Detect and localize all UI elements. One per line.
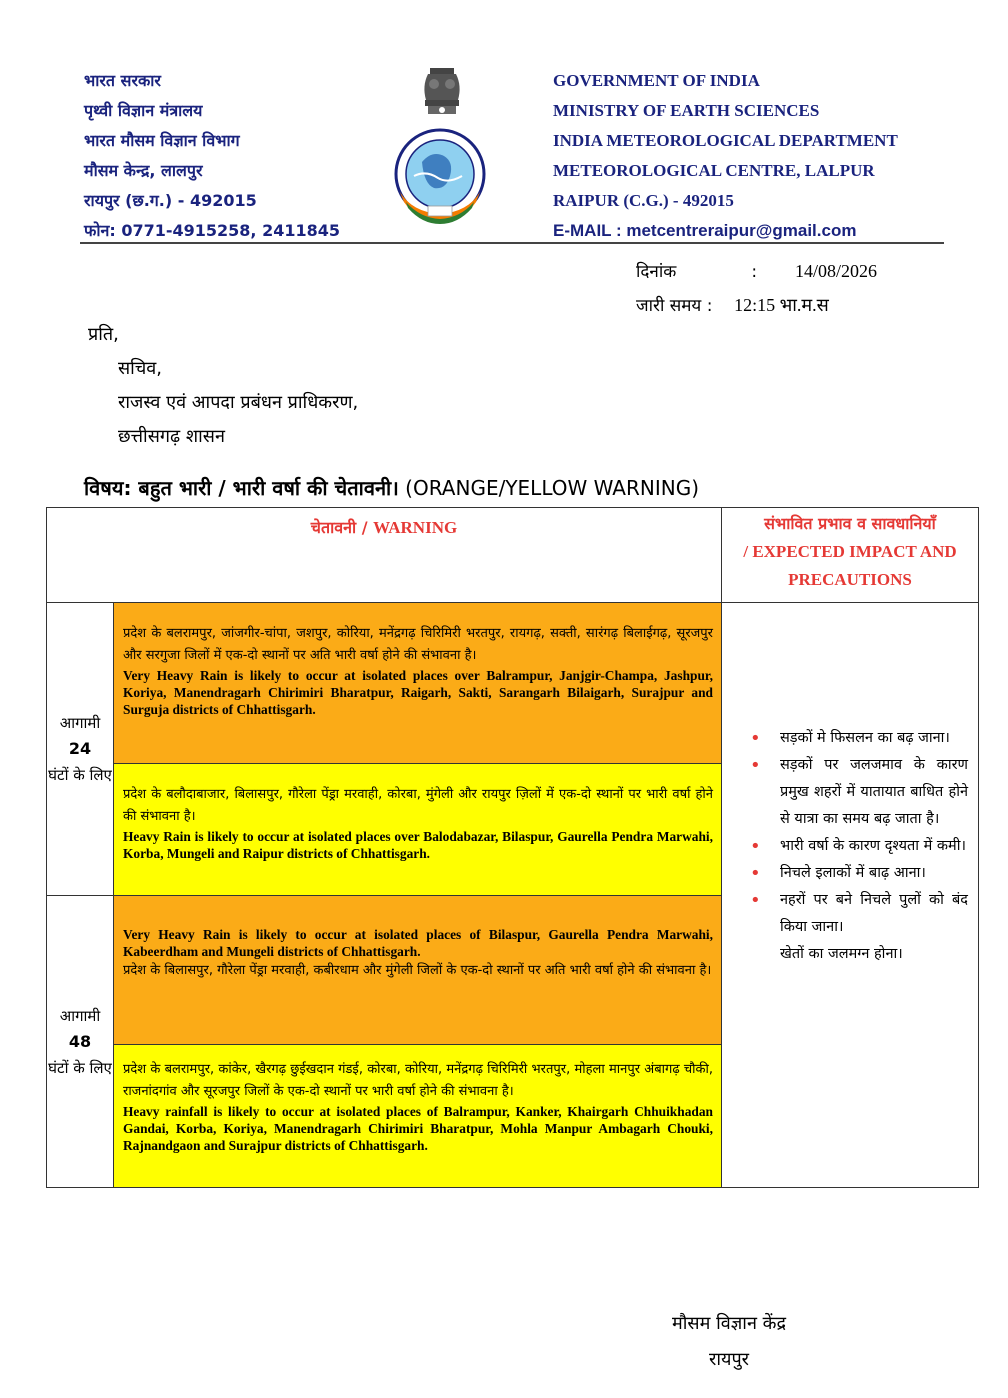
issue-time: 12:15 भा.म.स (734, 295, 829, 315)
header-en-line: METEOROLOGICAL CENTRE, LALPUR (553, 161, 875, 180)
date-separator: : (751, 262, 758, 282)
subject-line (84, 474, 699, 501)
warning-text-hi: प्रदेश के बलरामपुर, जांजगीर-चांपा, जशपुर, कोरिया, मनेंद्रगढ़ चिरिमिरी भरतपुर, रायगढ़, सक्ती, सारंगढ़ बिलाईगढ़, सूरजपुर और सरगुजा जिलों में एक-दो स्थानों पर अति भारी वर्षा होने की संभावना है। (123, 626, 713, 663)
signature-block (672, 1306, 786, 1378)
period-48h (47, 896, 114, 1188)
period-pre: आगामी (59, 1006, 101, 1025)
warning-text-en: Very Heavy Rain is likely to occur at isolated places of Bilaspur, Gaurella Pendra Marwahi, Kabeerdham and Mungeli districts of Chhattisgarh. (123, 927, 713, 959)
warning-text-hi: प्रदेश के बलरामपुर, कांकेर, खैरगढ़ छुईखदान गंडई, कोरबा, कोरिया, मनेंद्रगढ़ चिरिमिरी भरतपुर, मोहला मानपुर अंबागढ़ चौकी, राजनांदगांव और सूरजपुर जिलों के एक-दो स्थानों पर भारी वर्षा होने की संभावना है। (123, 1062, 713, 1099)
header-divider (80, 242, 944, 244)
date-label: दिनांक (636, 262, 677, 282)
warning-cell-yellow (114, 1045, 722, 1188)
header-english (553, 66, 898, 246)
address-line: सचिव, (118, 358, 162, 379)
header-hi-line: पृथ्वी विज्ञान मंत्रालय (84, 101, 203, 120)
period-pre: आगामी (59, 714, 101, 732)
period-24h (47, 603, 114, 896)
period-hours: 48 (68, 1031, 92, 1051)
time-separator: : (706, 296, 713, 316)
impact-item: • सड़कों पर जलजमाव के कारण प्रमुख शहरों में यातायात बाधित होने से यात्रा का समय बढ़ जाता है। (750, 752, 968, 833)
issue-time-row (636, 290, 877, 324)
recipient-address (88, 318, 358, 454)
issue-meta (636, 256, 877, 324)
address-line: राजस्व एवं आपदा प्रबंधन प्राधिकरण, (118, 392, 359, 413)
address-to: प्रति, (88, 324, 119, 345)
warning-cell-orange (114, 896, 722, 1045)
warning-header-en: WARNING (373, 518, 458, 537)
warning-table (46, 507, 979, 1188)
warning-text-hi: प्रदेश के बलौदाबाजार, बिलासपुर, गौरेला पेंड्रा मरवाही, कोरबा, मुंगेली और रायपुर ज़िलों में एक-दो स्थानों पर भारी वर्षा होने की संभावना है। (123, 787, 713, 824)
impact-list (750, 725, 968, 968)
imd-emblem-icon (392, 66, 492, 226)
warning-header (47, 508, 722, 603)
header-en-line: INDIA METEOROLOGICAL DEPARTMENT (553, 131, 898, 150)
issue-date-row (636, 256, 877, 290)
issue-date: 14/08/2026 (794, 261, 877, 281)
warning-cell-orange (114, 603, 722, 764)
header-en-line: GOVERNMENT OF INDIA (553, 71, 760, 90)
period-post: घंटों के लिए (48, 766, 112, 784)
address-line: छत्तीसगढ़ शासन (118, 426, 225, 447)
warning-text-en: Very Heavy Rain is likely to occur at isolated places over Balrampur, Janjgir-Champa, Jashpur, Koriya, Manendragarh Chirimiri Bharatpur, Raigarh, Sakti, Sarangarh Bilaigarh, Surajpur and Surguja districts of Chhattisgarh. (123, 668, 713, 717)
impact-item: • नहरों पर बने निचले पुलों को बंद किया जाना। (750, 887, 968, 941)
period-post: घंटों के लिए (48, 1058, 112, 1077)
header-hi-line: मौसम केन्द्र, लालपुर (84, 161, 203, 180)
impact-cell (722, 603, 979, 1188)
subject-hindi: विषय: बहुत भारी / भारी वर्षा की चेतावनी। (84, 476, 399, 500)
impact-item: • भारी वर्षा के कारण दृश्यता में कमी। (750, 833, 968, 860)
impact-item: • सड़कों मे फिसलन का बढ़ जाना। (750, 725, 968, 752)
warning-text-hi: प्रदेश के बिलासपुर, गौरेला पेंड्रा मरवाही, कबीरधाम और मुंगेली जिलों के एक-दो स्थानों पर अति भारी वर्षा होने की संभावना है। (123, 963, 712, 978)
header-hindi (84, 66, 340, 246)
impact-header-hi: संभावित प्रभाव व सावधानियाँ (764, 514, 936, 533)
warning-cell-yellow (114, 764, 722, 896)
period-hours: 24 (68, 739, 92, 758)
impact-header-en: / EXPECTED IMPACT AND PRECAUTIONS (743, 542, 957, 589)
header-en-line: MINISTRY OF EARTH SCIENCES (553, 101, 820, 120)
email-address[interactable]: metcentreraipur@gmail.com (626, 221, 857, 240)
signature-line: रायपुर (708, 1349, 750, 1370)
warning-text-en: Heavy Rain is likely to occur at isolated places over Balodabazar, Bilaspur, Gaurella Pendra Marwahi, Korba, Mungeli and Raipur districts of Chhattisgarh. (123, 829, 713, 861)
impact-item: • निचले इलाकों में बाढ़ आना। (750, 860, 968, 887)
warning-header-hi: चेतावनी / (310, 518, 374, 537)
header-hi-phone: फोन: 0771-4915258, 2411845 (84, 221, 341, 240)
header-hi-line: भारत सरकार (84, 71, 161, 90)
subject-english: (ORANGE/YELLOW WARNING) (405, 476, 699, 500)
signature-line: मौसम विज्ञान केंद्र (672, 1313, 787, 1334)
time-label: जारी समय (636, 296, 702, 316)
header-hi-line: भारत मौसम विज्ञान विभाग (84, 131, 240, 150)
warning-text-en: Heavy rainfall is likely to occur at isolated places of Balrampur, Kanker, Khairgarh Chhuikhadan Gandai, Korba, Koriya, Manendragarh Chirimiri Bharatpur, Mohla Manpur Ambagarh Chouki, Rajnandgaon and Surajpur districts of Chhattisgarh. (123, 1104, 713, 1153)
header-en-line: RAIPUR (C.G.) - 492015 (553, 191, 734, 210)
email-label: E-MAIL : (553, 221, 622, 240)
impact-item-extra: खेतों का जलमग्न होना। (780, 946, 903, 962)
impact-header (722, 508, 979, 603)
header-hi-line: रायपुर (छ.ग.) - 492015 (84, 191, 257, 210)
